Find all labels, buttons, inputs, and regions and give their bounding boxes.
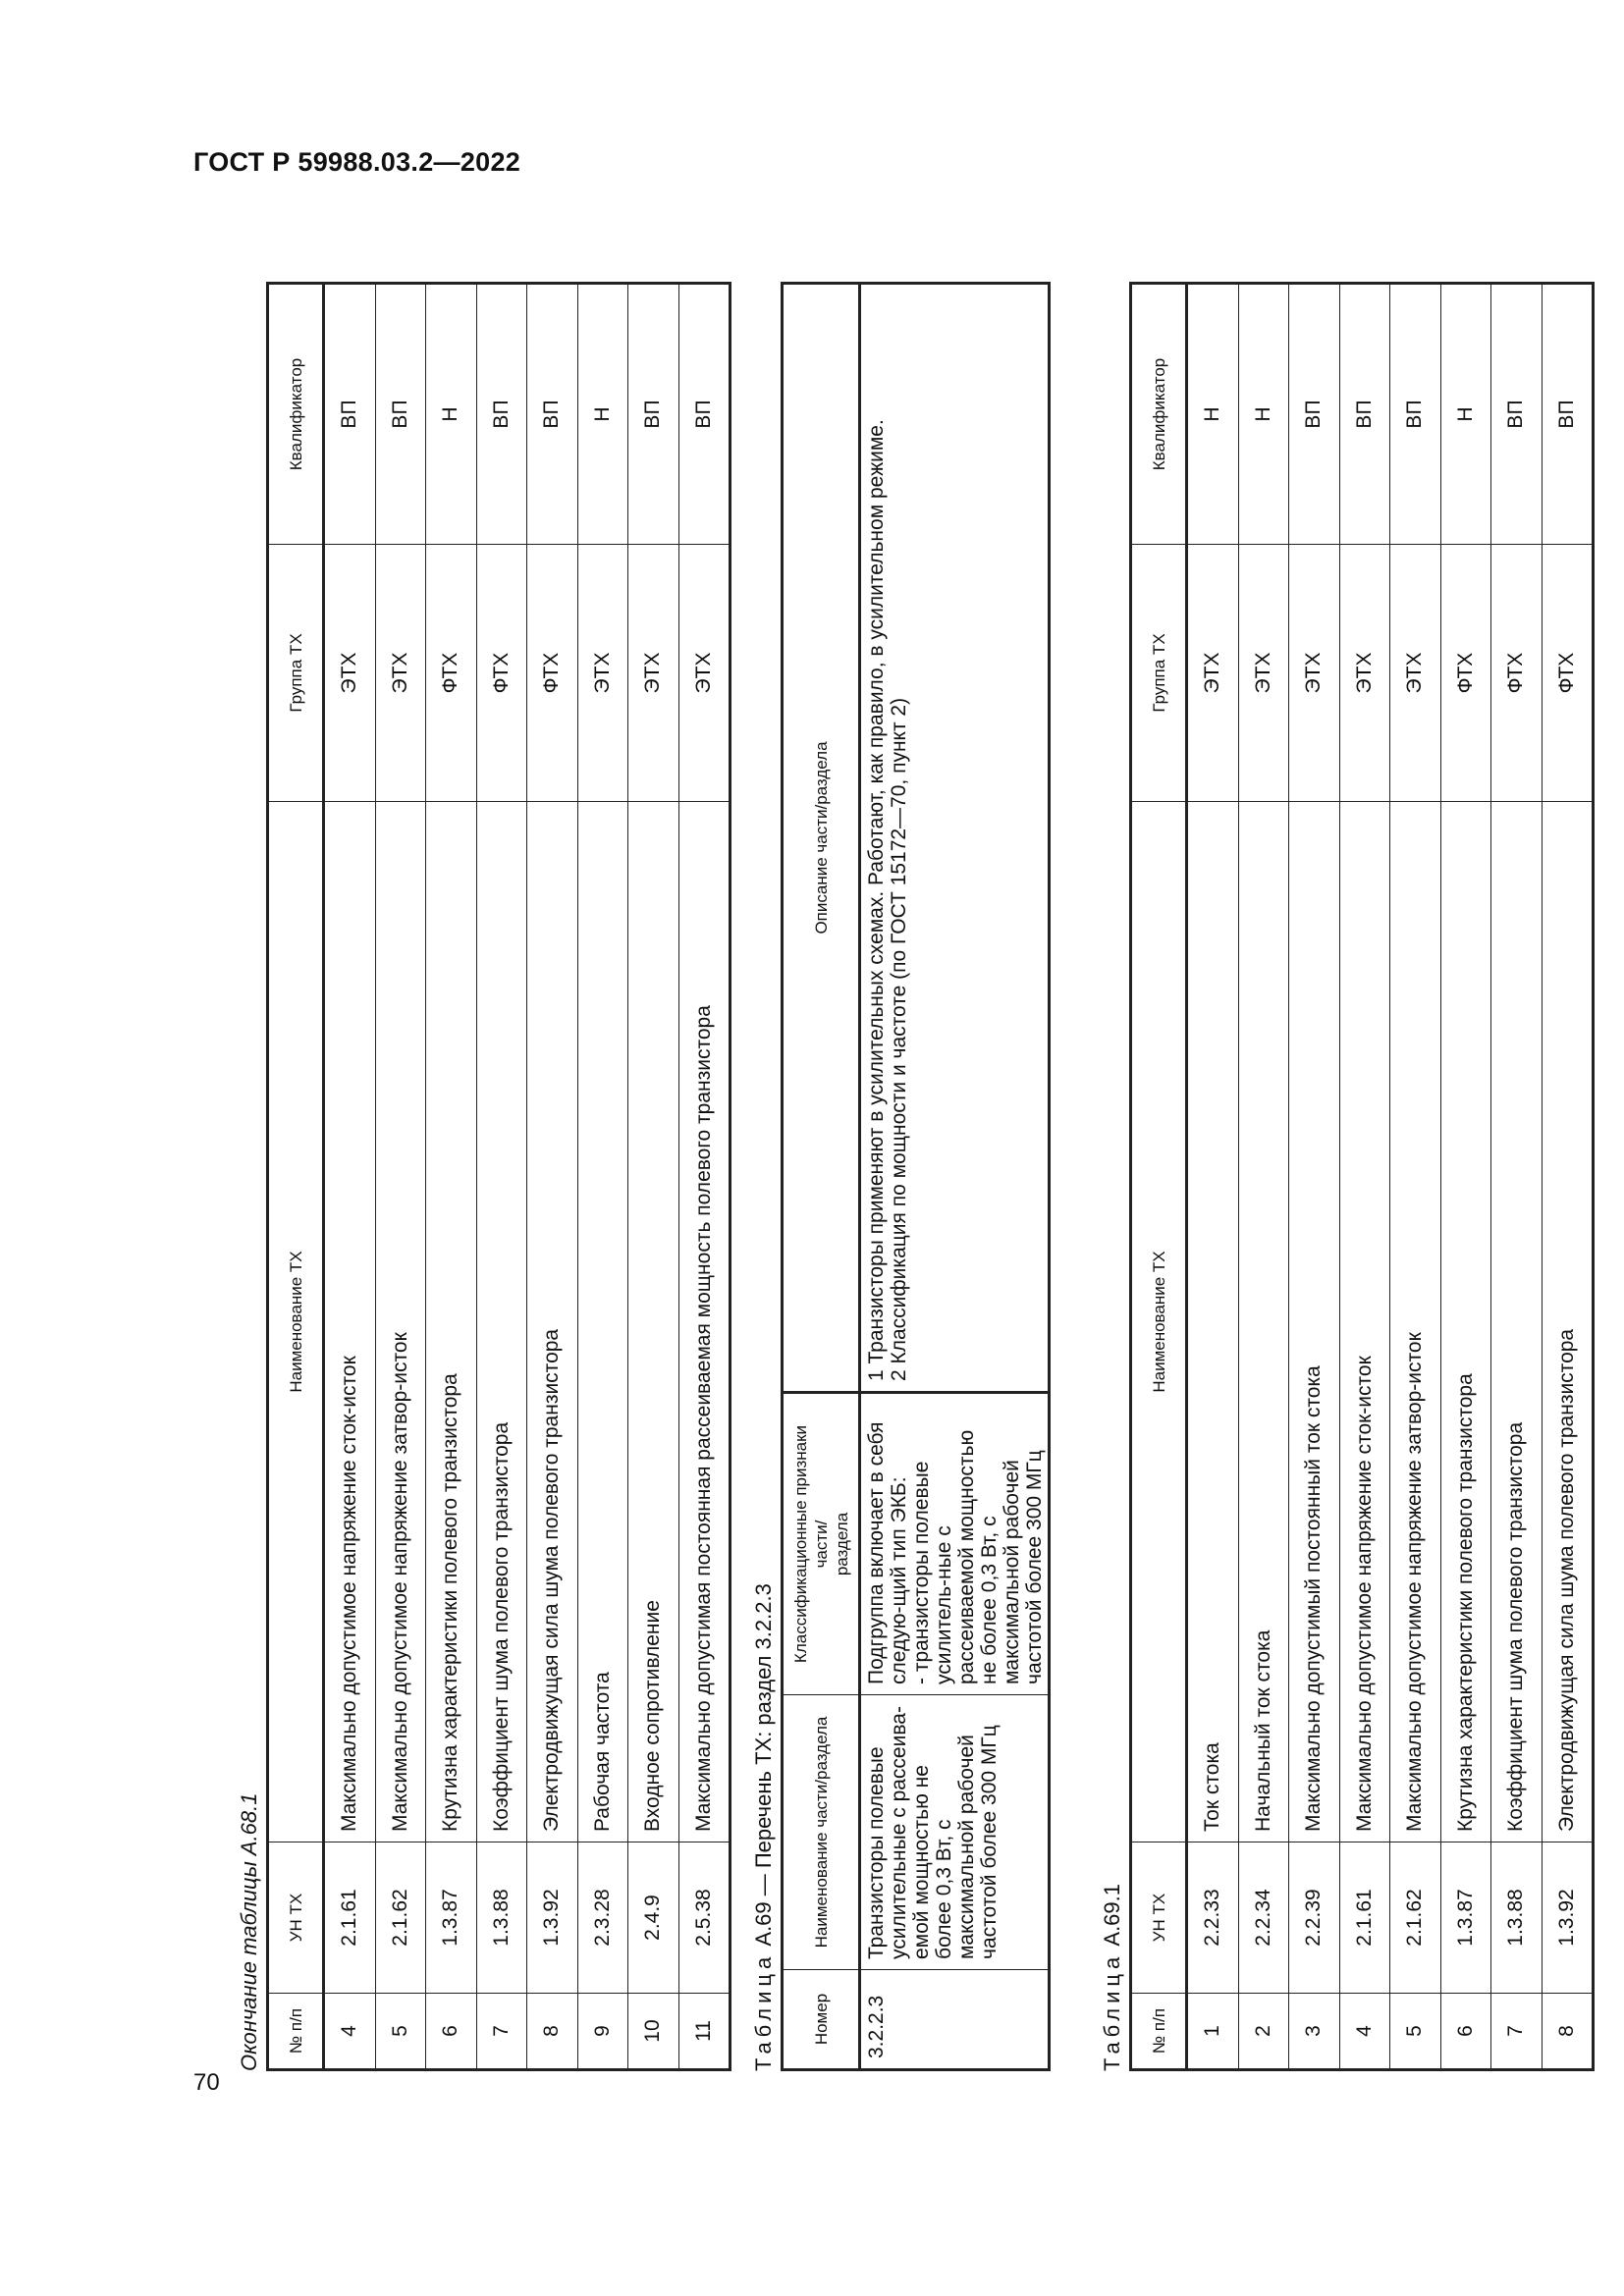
table-cell: 2.2.39 (1289, 1842, 1340, 1994)
table-cell: 6 (426, 1994, 477, 2070)
table-cell: ЭТХ (324, 545, 376, 802)
table-cell: 5 (375, 1994, 426, 2070)
table-cell: Крутизна характеристики полевого транзистора (426, 802, 477, 1842)
table-row (1289, 284, 1340, 2070)
table-a69-1-caption-word: Таблица (1100, 1951, 1124, 2071)
table-cell: ФТХ (1491, 545, 1543, 802)
col-header: № п/п (1131, 1994, 1187, 2070)
col-header-name: Наименование части/раздела (783, 1695, 860, 1970)
table-cell: Входное сопротивление (628, 802, 679, 1842)
table-cell: 6 (1440, 1994, 1491, 2070)
table-cell: 10 (628, 1994, 679, 2070)
table-cell: ВП (1289, 284, 1340, 545)
table-cell: ЭТХ (1289, 545, 1340, 802)
table-cell: 1.3.92 (527, 1842, 578, 1994)
cell-number: 3.2.2.3 (860, 1970, 1050, 2070)
table-cell: 1.3.88 (1491, 1842, 1543, 1994)
table-row (678, 284, 731, 2070)
col-header: Группа ТХ (1131, 545, 1187, 802)
table-a68-caption-text: Окончание таблицы А.68.1 (237, 1792, 261, 2071)
table-cell: ЭТХ (1238, 545, 1289, 802)
table-cell: Н (1187, 284, 1239, 545)
table-cell: ВП (1339, 284, 1390, 545)
table-row (426, 284, 477, 2070)
table-cell: ЭТХ (1339, 545, 1390, 802)
table-cell: Начальный ток стока (1238, 802, 1289, 1842)
col-header: УН ТХ (1131, 1842, 1187, 1994)
table-cell: 1 (1187, 1994, 1239, 2070)
table-cell: ВП (628, 284, 679, 545)
col-header-description: Описание части/раздела (783, 284, 860, 1393)
table-cell: 7 (476, 1994, 527, 2070)
col-header-number: Номер (783, 1970, 860, 2070)
table-cell: 2.1.61 (324, 1842, 376, 1994)
table-cell: Максимально допустимое напряжение затвор-исток (1390, 802, 1441, 1842)
table-a69-caption-rest: А.69 — Перечень ТХ: раздел 3.2.2.3 (751, 1583, 776, 1947)
table-cell: 8 (1542, 1994, 1594, 2070)
table-cell: 2.4.9 (628, 1842, 679, 1994)
table-cell: 2.5.38 (678, 1842, 731, 1994)
cell-description: 1 Транзисторы применяют в усилительных схемах. Работают, как правило, в усилительном режиме. 2 Классификация по мощности и частоте (по ГОСТ 15172—70, пункт 2) (860, 284, 1050, 1393)
table-cell: 1.3.88 (476, 1842, 527, 1994)
col-header: Квалификатор (268, 284, 324, 545)
table-a69 (781, 282, 1051, 2071)
table-cell: Н (426, 284, 477, 545)
document-header: ГОСТ Р 59988.03.2—2022 (193, 147, 521, 177)
table-cell: 7 (1491, 1994, 1543, 2070)
cell-name: Транзисторы полевые усилительные с рассеива-емой мощностью не более 0,3 Вт, с максимальной рабочей частотой более 300 МГц (860, 1695, 1050, 1970)
table-cell: Электродвижущая сила шума полевого транзистора (1542, 802, 1594, 1842)
table-cell: ФТХ (426, 545, 477, 802)
table-cell: Максимально допустимое напряжение сток-исток (324, 802, 376, 1842)
table-cell: 2.3.28 (577, 1842, 628, 1994)
table-row (1238, 284, 1289, 2070)
table-row (1491, 284, 1543, 2070)
table-cell: ВП (1390, 284, 1441, 545)
table-cell: 5 (1390, 1994, 1441, 2070)
col-header: Наименование ТХ (1131, 802, 1187, 1842)
table-a69-1 (1129, 282, 1595, 2071)
table-row (375, 284, 426, 2070)
table-row (1187, 284, 1239, 2070)
table-row (527, 284, 578, 2070)
table-cell: 8 (527, 1994, 578, 2070)
table-cell: ЭТХ (1187, 545, 1239, 802)
table-cell: Максимально допустимое напряжение сток-исток (1339, 802, 1390, 1842)
table-cell: ВП (324, 284, 376, 545)
table-cell: Рабочая частота (577, 802, 628, 1842)
table-cell: Н (1238, 284, 1289, 545)
table-row (1542, 284, 1594, 2070)
table-row (628, 284, 679, 2070)
table-cell: Электродвижущая сила шума полевого транзистора (527, 802, 578, 1842)
table-cell: 1.3.92 (1542, 1842, 1594, 1994)
table-cell: 9 (577, 1994, 628, 2070)
table-cell: ВП (678, 284, 731, 545)
table-cell: ЭТХ (1390, 545, 1441, 802)
table-cell: Максимально допустимый постоянный ток стока (1289, 802, 1340, 1842)
table-cell: Н (577, 284, 628, 545)
table-cell: ВП (1491, 284, 1543, 545)
table-cell: ВП (476, 284, 527, 545)
table-a69-caption (747, 285, 781, 2071)
table-cell: 2.1.62 (1390, 1842, 1441, 1994)
table-a68-caption (233, 285, 266, 2071)
table-a68-end (266, 282, 731, 2071)
table-row (324, 284, 376, 2070)
col-header: № п/п (268, 1994, 324, 2070)
table-a69-1-caption (1096, 285, 1129, 2071)
table-cell: 4 (324, 1994, 376, 2070)
table-cell: 2.2.34 (1238, 1842, 1289, 1994)
table-row (577, 284, 628, 2070)
table-row (1339, 284, 1390, 2070)
page-number: 70 (193, 2069, 220, 2096)
rotated-content (233, 285, 1578, 2071)
table-cell: Ток стока (1187, 802, 1239, 1842)
table-cell: 11 (678, 1994, 731, 2070)
col-header-features: Классификационные признаки части/ раздела (783, 1393, 860, 1695)
table-cell: ЭТХ (577, 545, 628, 802)
table-row (860, 284, 1050, 2070)
col-header: УН ТХ (268, 1842, 324, 1994)
table-cell: Максимально допустимая постоянная рассеиваемая мощность полевого транзистора (678, 802, 731, 1842)
col-header: Квалификатор (1131, 284, 1187, 545)
table-cell: ВП (527, 284, 578, 545)
table-cell: Коэффициент шума полевого транзистора (476, 802, 527, 1842)
table-cell: Крутизна характеристики полевого транзистора (1440, 802, 1491, 1842)
table-cell: 2.1.61 (1339, 1842, 1390, 1994)
cell-features: Подгруппа включает в себя следую-щий тип ЭКБ: - транзисторы полевые усилитель-ные с рассеиваемой мощностью не более 0,3 Вт, с максимальной рабочей частотой более 300 МГц (860, 1393, 1050, 1695)
table-cell: 4 (1339, 1994, 1390, 2070)
table-header-row (268, 284, 324, 2070)
table-row (1390, 284, 1441, 2070)
table-cell: 3 (1289, 1994, 1340, 2070)
table-cell: ФТХ (476, 545, 527, 802)
col-header: Наименование ТХ (268, 802, 324, 1842)
table-cell: Н (1440, 284, 1491, 545)
col-header: Группа ТХ (268, 545, 324, 802)
table-a69-caption-word: Таблица (751, 1951, 776, 2071)
table-cell: 1.3.87 (426, 1842, 477, 1994)
table-cell: ФТХ (1440, 545, 1491, 802)
table-cell: ВП (375, 284, 426, 545)
table-cell: ФТХ (527, 545, 578, 802)
table-cell: 1.3.87 (1440, 1842, 1491, 1994)
table-cell: ЭТХ (628, 545, 679, 802)
table-cell: 2.1.62 (375, 1842, 426, 1994)
table-header-row (783, 284, 860, 2070)
table-cell: ЭТХ (375, 545, 426, 802)
table-row (1440, 284, 1491, 2070)
table-cell: Коэффициент шума полевого транзистора (1491, 802, 1543, 1842)
table-cell: ФТХ (1542, 545, 1594, 802)
table-cell: ВП (1542, 284, 1594, 545)
table-a69-1-caption-rest: А.69.1 (1100, 1884, 1124, 1947)
table-row (476, 284, 527, 2070)
table-cell: Максимально допустимое напряжение затвор-исток (375, 802, 426, 1842)
table-header-row (1131, 284, 1187, 2070)
table-cell: 2 (1238, 1994, 1289, 2070)
table-cell: 2.2.33 (1187, 1842, 1239, 1994)
table-cell: ЭТХ (678, 545, 731, 802)
